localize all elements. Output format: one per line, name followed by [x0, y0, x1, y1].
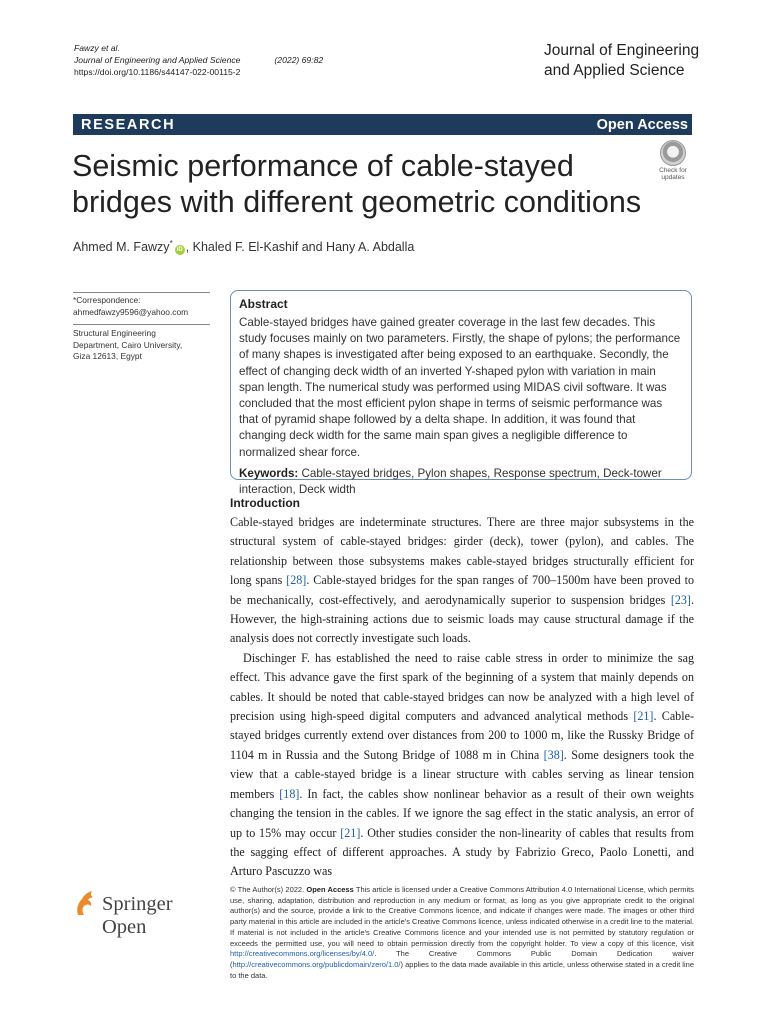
article-meta: [74, 42, 323, 79]
intro-p2-text-c: . Some designers took the view that a cable-stayed bridge is a linear structure with cables serving as linear tension members: [230, 747, 694, 801]
corresponding-mark: *: [169, 239, 173, 248]
introduction-section: [230, 496, 694, 882]
meta-authors: Fawzy et al.: [74, 43, 120, 53]
author-rest: , Khaled F. El-Kashif and Hany A. Abdalla: [185, 240, 415, 255]
open-access-label: Open Access: [596, 116, 688, 133]
intro-p2-text-a: Dischinger F. has established the need to raise cable stress in order to minimize the sag effect. This advance gave the first spark of the beginning of a system that mainly depends on cables. It should be noted that cable-stayed bridges can now be analyzed with a high level of precision using high-speed digital computers and advanced analytical methods: [230, 650, 694, 724]
affiliation-line3: Giza 12613, Egypt: [73, 351, 142, 361]
journal-title-line2: and Applied Science: [544, 62, 685, 79]
check-updates-line1: Check for: [659, 167, 687, 174]
intro-paragraph-1: [230, 513, 694, 649]
publisher-name: Springer: [102, 893, 173, 915]
intro-paragraph-2: [230, 649, 694, 882]
springer-horse-icon: [72, 889, 98, 917]
license-body-2: . The Creative Commons Public Domain Dedication waiver (: [230, 949, 694, 969]
article-title: [72, 148, 647, 220]
author-list: [73, 239, 414, 255]
check-updates-icon: [660, 140, 686, 166]
intro-p2-text-d: . In fact, the cables show nonlinear behavior as a result of their own weights changing the tension in the cables. If we ignore the sag effect in the static analysis, an error of up to 15% may occur: [230, 786, 694, 840]
citation-link[interactable]: [38]: [543, 747, 564, 762]
license-link-cc0[interactable]: http://creativecommons.org/publicdomain/zero/1.0/: [232, 959, 401, 969]
license-copyright: © The Author(s) 2022.: [230, 885, 305, 894]
springer-wordmark: [102, 893, 222, 939]
intro-p2-text-e: . Other studies consider the non-linearity of cables that results from the sagging effect of different approaches. A study by Fabrizio Greco, Paolo Lonetti, and Arturo Pascuzzo was: [230, 825, 695, 879]
title-line1: Seismic performance of cable-stayed: [72, 149, 574, 183]
section-banner: [73, 114, 692, 135]
abstract-heading: Abstract: [239, 297, 288, 311]
keywords: [239, 466, 683, 498]
meta-year-volume: (2022) 69:82: [274, 55, 324, 66]
journal-title: [544, 41, 699, 81]
author-first[interactable]: Ahmed M. Fawzy: [73, 240, 170, 255]
abstract-text: Cable-stayed bridges have gained greater coverage in the last few decades. This study focuses mainly on two parameters. Firstly, the shape of pylons; the performance of many shapes is investigated after being exposed to an earthquake. Secondly, the effect of changing deck width of an inverted Y-shaped pylon with variation in main span length. The numerical study was performed using MIDAS civil software. It was concluded that the most efficient pylon shape in terms of seismic performance was that of pyramid shape followed by a delta shape. In addition, it was found that changing deck width for the same main span gives a negligible difference to normalized shear force.: [239, 316, 681, 459]
intro-p1-text-c: . However, the high-straining actions due to seismic loads may cause structural damage if the analysis does not correctly investigate such loads.: [230, 592, 694, 646]
section-label: RESEARCH: [81, 116, 176, 133]
affiliation-line2: Department, Cairo University,: [73, 339, 183, 350]
check-updates-line2: updates: [661, 174, 685, 181]
citation-link[interactable]: [28]: [286, 573, 307, 588]
correspondence-email[interactable]: ahmedfawzy9596@yahoo.com: [73, 306, 189, 317]
abstract-box: [230, 290, 692, 497]
check-for-updates-button[interactable]: [653, 140, 693, 180]
sidebar-divider-2: [73, 324, 210, 325]
meta-journal: Journal of Engineering and Applied Science: [74, 55, 241, 66]
correspondence-label: *Correspondence:: [73, 295, 141, 305]
springer-open-logo[interactable]: [72, 889, 222, 938]
introduction-heading: Introduction: [230, 496, 300, 510]
intro-p1-text-a: Cable-stayed bridges are indeterminate structures. There are three major subsystems in the structural system of cable-stayed bridges: girder (deck), tower (pylon), and cables. The relationship between those subsystems makes cable-stayed bridges structurally efficient for long spans: [230, 515, 694, 588]
citation-link[interactable]: [21]: [633, 709, 654, 724]
license-open-access: Open Access: [306, 885, 354, 894]
sidebar-divider: [73, 292, 210, 293]
citation-link[interactable]: [21]: [340, 825, 361, 840]
meta-journal-line: [74, 54, 323, 66]
keywords-list: Cable-stayed bridges, Pylon shapes, Response spectrum, Deck-tower interaction, Deck width: [239, 466, 662, 497]
citation-link[interactable]: [18]: [279, 786, 300, 801]
keywords-label: Keywords:: [239, 466, 299, 480]
license-text: [230, 885, 694, 981]
meta-doi-link[interactable]: https://doi.org/10.1186/s44147-022-00115-2: [74, 67, 241, 78]
license-body-3: ) applies to the data made available in this article, unless otherwise stated in a credit line to the data.: [230, 959, 694, 980]
orcid-icon[interactable]: iD: [176, 247, 183, 254]
publisher-open: Open: [102, 916, 147, 938]
journal-title-line1: Journal of Engineering: [544, 42, 700, 59]
correspondence-sidebar: [73, 292, 210, 363]
license-link-cc-by[interactable]: http://creativecommons.org/licenses/by/4.0/: [230, 949, 375, 959]
citation-link[interactable]: [23]: [670, 592, 691, 607]
title-line2: bridges with different geometric conditions: [72, 185, 642, 219]
intro-p1-text-b: . Cable-stayed bridges for the span ranges of 700–1500m have been proved to be mechanically, cost-effectively, and aerodynamically superior to suspension bridges: [230, 573, 695, 607]
license-body-1: This article is licensed under a Creative Commons Attribution 4.0 International License, which permits use, sharing, adaptation, distribution and reproduction in any medium or format, as long as you give appropriate credit to the original author(s) and the source, provide a link to the Creative Commons licence, and indicate if changes were made. The images or other third party material in this article are included in the article's Creative Commons licence, unless indicated otherwise in a credit line to the material. If material is not included in the article's Creative Commons licence and your intended use is not permitted by statutory regulation or exceeds the permitted use, you will need to obtain permission directly from the copyright holder. To view a copy of this licence, visit: [230, 885, 695, 948]
affiliation-line1: Structural Engineering: [73, 328, 156, 338]
check-updates-label: [653, 167, 693, 181]
intro-p2-text-b: . Cable-stayed bridges currently extend over distances from 200 to 1000 m, like the Russky Bridge of 1104 m in Russia and the Sutong Bridge of 1088 m in China: [230, 709, 694, 762]
